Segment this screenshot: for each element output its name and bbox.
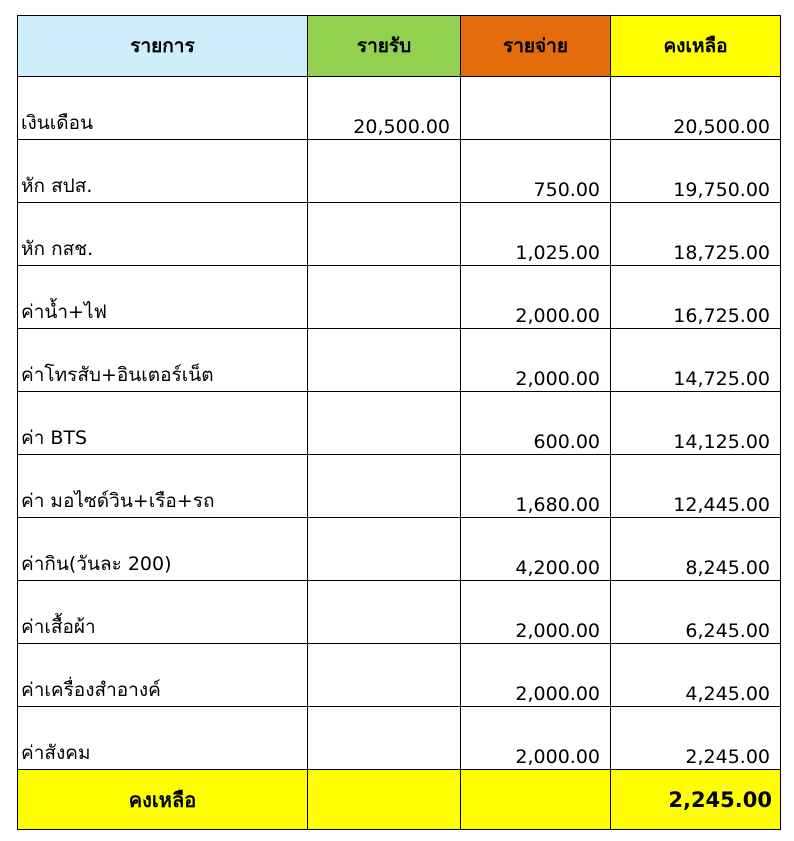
cell-income [308, 266, 461, 329]
cell-expense: 1,025.00 [461, 203, 611, 266]
cell-expense: 600.00 [461, 392, 611, 455]
total-balance: 2,245.00 [611, 770, 781, 830]
table-row [18, 77, 781, 140]
cell-item: ค่า มอไซด์วิน+เรือ+รถ [18, 455, 308, 518]
header-income: รายรับ [308, 16, 461, 77]
cell-item: เงินเดือน [18, 77, 308, 140]
cell-income [308, 707, 461, 770]
cell-expense: 1,680.00 [461, 455, 611, 518]
header-balance: คงเหลือ [611, 16, 781, 77]
cell-income: 20,500.00 [308, 77, 461, 140]
header-item: รายการ [18, 16, 308, 77]
cell-balance: 20,500.00 [611, 77, 781, 140]
cell-income [308, 518, 461, 581]
table-row [18, 581, 781, 644]
cell-balance: 12,445.00 [611, 455, 781, 518]
cell-expense: 2,000.00 [461, 266, 611, 329]
cell-balance: 18,725.00 [611, 203, 781, 266]
total-income [308, 770, 461, 830]
table-row [18, 266, 781, 329]
cell-item: หัก สปส. [18, 140, 308, 203]
cell-expense: 750.00 [461, 140, 611, 203]
table-row [18, 644, 781, 707]
cell-expense: 2,000.00 [461, 707, 611, 770]
total-label: คงเหลือ [18, 770, 308, 830]
cell-item: ค่า BTS [18, 392, 308, 455]
cell-expense: 2,000.00 [461, 581, 611, 644]
cell-balance: 19,750.00 [611, 140, 781, 203]
cell-income [308, 203, 461, 266]
header-row [18, 16, 781, 77]
cell-income [308, 329, 461, 392]
table-row [18, 707, 781, 770]
total-expense [461, 770, 611, 830]
table-row [18, 392, 781, 455]
cell-item: ค่าน้ำ+ไฟ [18, 266, 308, 329]
cell-balance: 6,245.00 [611, 581, 781, 644]
cell-item: ค่าเครื่องสำอางค์ [18, 644, 308, 707]
cell-expense [461, 77, 611, 140]
cell-item: หัก กสช. [18, 203, 308, 266]
cell-balance: 14,125.00 [611, 392, 781, 455]
cell-expense: 4,200.00 [461, 518, 611, 581]
budget-table [17, 15, 781, 830]
cell-balance: 16,725.00 [611, 266, 781, 329]
cell-income [308, 392, 461, 455]
cell-balance: 14,725.00 [611, 329, 781, 392]
cell-income [308, 644, 461, 707]
total-row [18, 770, 781, 830]
cell-item: ค่าโทรสับ+อินเตอร์เน็ต [18, 329, 308, 392]
table-row [18, 329, 781, 392]
cell-income [308, 455, 461, 518]
table-row [18, 203, 781, 266]
cell-income [308, 581, 461, 644]
header-expense: รายจ่าย [461, 16, 611, 77]
cell-balance: 2,245.00 [611, 707, 781, 770]
table-row [18, 140, 781, 203]
cell-balance: 4,245.00 [611, 644, 781, 707]
cell-item: ค่าสังคม [18, 707, 308, 770]
cell-expense: 2,000.00 [461, 329, 611, 392]
cell-balance: 8,245.00 [611, 518, 781, 581]
cell-item: ค่าเสื้อผ้า [18, 581, 308, 644]
table-row [18, 455, 781, 518]
table-row [18, 518, 781, 581]
cell-income [308, 140, 461, 203]
cell-expense: 2,000.00 [461, 644, 611, 707]
cell-item: ค่ากิน(วันละ 200) [18, 518, 308, 581]
